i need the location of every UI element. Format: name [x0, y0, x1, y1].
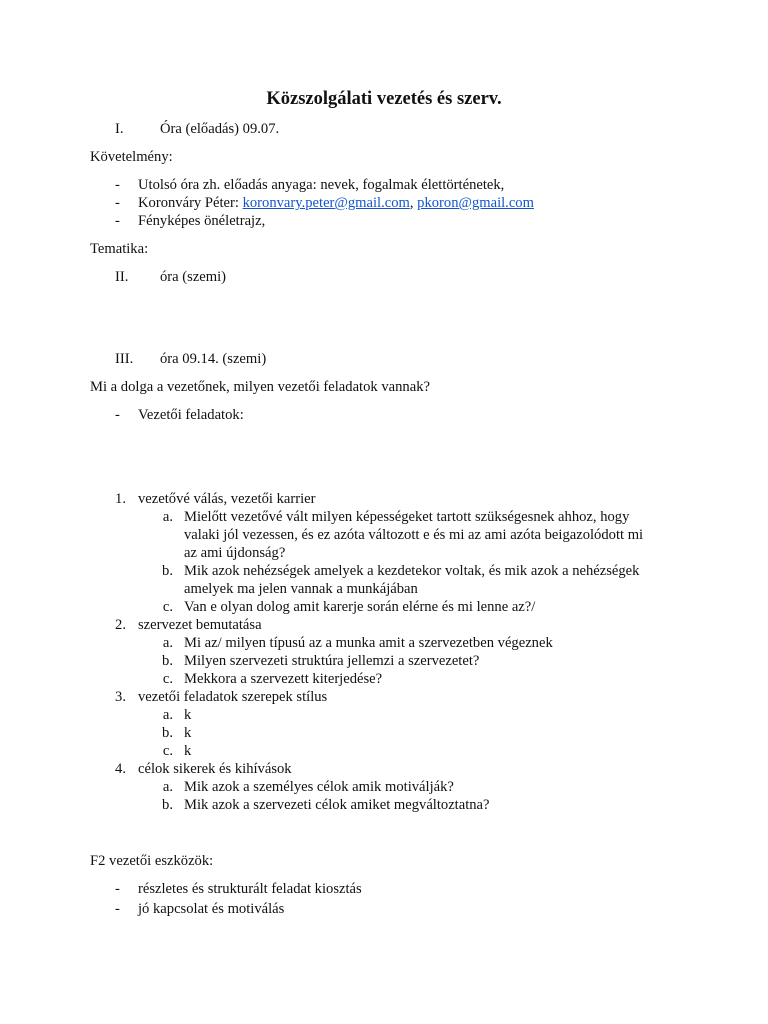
bullet-dash: - — [115, 213, 120, 229]
document-title: Közszolgálati vezetés és szerv. — [266, 89, 502, 109]
list-number: 1. — [115, 491, 126, 507]
sub-item-line: az ami újdonság? — [184, 545, 286, 561]
requirements-label: Követelmény: — [90, 149, 173, 165]
list-number: 3. — [115, 689, 126, 705]
sub-letter: b. — [162, 797, 173, 813]
bullet-dash: - — [115, 901, 120, 917]
question-text: Mi a dolga a vezetőnek, milyen vezetői feladatok vannak? — [90, 379, 430, 395]
requirement-item-contact — [138, 194, 534, 212]
sub-letter: c. — [162, 671, 173, 687]
section-heading: óra 09.14. (szemi) — [160, 351, 267, 367]
sub-letter: a. — [162, 509, 173, 525]
list-item: szervezet bemutatása — [138, 617, 262, 633]
list-number: 4. — [115, 761, 126, 777]
section-heading: óra (szemi) — [160, 269, 227, 285]
sub-item-line: k — [184, 707, 192, 723]
sub-item-line: amelyek ma jelen vannak a munkájában — [184, 581, 418, 597]
bullet-dash: - — [115, 177, 120, 193]
tools-item: részletes és strukturált feladat kiosztás — [138, 881, 362, 897]
section-heading: Óra (előadás) 09.07. — [160, 121, 280, 137]
sub-item-line: Mekkora a szervezett kiterjedése? — [184, 671, 383, 687]
bullet-dash: - — [115, 195, 120, 211]
sub-letter: b. — [162, 725, 173, 741]
sub-item-line: k — [184, 725, 192, 741]
bullet-dash: - — [115, 407, 120, 423]
list-number: 2. — [115, 617, 126, 633]
bullet-dash: - — [115, 881, 120, 897]
requirement-item: Fényképes önéletrajz, — [138, 213, 266, 229]
sub-item-line: Milyen szervezeti struktúra jellemzi a szervezetet? — [184, 653, 480, 669]
email-link-pkoron[interactable]: pkoron@gmail.com — [417, 195, 534, 211]
sub-item-line: Mik azok a személyes célok amik motiválják? — [184, 779, 454, 795]
separator: , — [409, 195, 418, 211]
section-number: I. — [115, 121, 124, 137]
tools-label: F2 vezetői eszközök: — [90, 853, 214, 869]
section-number: III. — [115, 351, 134, 367]
tasks-bullet: Vezetői feladatok: — [138, 407, 244, 423]
topics-label: Tematika: — [90, 241, 149, 257]
sub-item-line: Mik azok nehézségek amelyek a kezdetekor voltak, és mik azok a nehézségek — [184, 563, 640, 579]
list-item: vezetői feladatok szerepek stílus — [138, 689, 328, 705]
sub-letter: b. — [162, 653, 173, 669]
tools-item: jó kapcsolat és motiválás — [138, 901, 285, 917]
section-number: II. — [115, 269, 129, 285]
list-item: célok sikerek és kihívások — [138, 761, 292, 777]
sub-item-line: Mi az/ milyen típusú az a munka amit a szervezetben végeznek — [184, 635, 553, 651]
sub-letter: c. — [162, 599, 173, 615]
sub-letter: c. — [162, 743, 173, 759]
email-link-koronvary[interactable]: koronvary.peter@gmail.com — [242, 195, 410, 211]
sub-item-line: Mik azok a szervezeti célok amiket megváltoztatna? — [184, 797, 490, 813]
sub-item-line: Mielőtt vezetővé vált milyen képességeket tartott szükségesnek ahhoz, hogy — [184, 509, 630, 525]
contact-name: Koronváry Péter: — [138, 195, 243, 211]
sub-item-line: valaki jól vezessen, és ez azóta változott e és mi az ami azóta beigazolódott mi — [184, 527, 644, 543]
sub-item-line: k — [184, 743, 192, 759]
sub-letter: a. — [162, 707, 173, 723]
sub-letter: a. — [162, 635, 173, 651]
sub-item-line: Van e olyan dolog amit karerje során elérne és mi lenne az?/ — [184, 599, 536, 615]
requirement-item: Utolsó óra zh. előadás anyaga: nevek, fogalmak élettörténetek, — [138, 177, 505, 193]
sub-letter: b. — [162, 563, 173, 579]
list-item: vezetővé válás, vezetői karrier — [138, 491, 316, 507]
sub-letter: a. — [162, 779, 173, 795]
